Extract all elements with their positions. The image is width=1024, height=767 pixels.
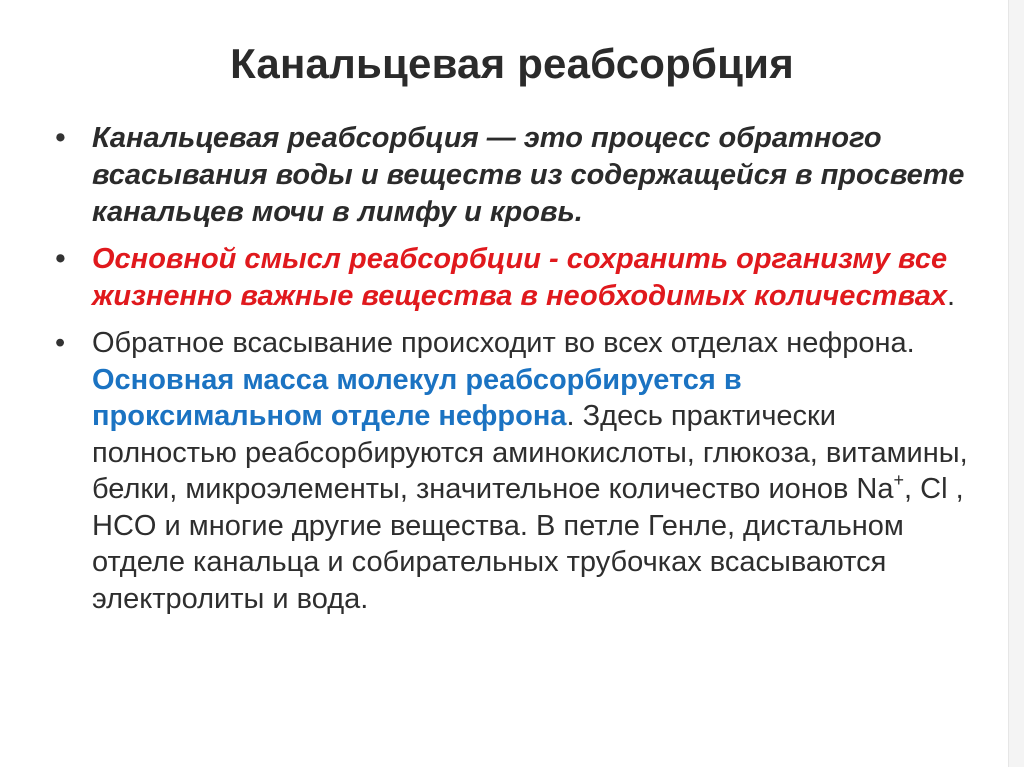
bullet-marker: • bbox=[55, 122, 66, 154]
definition-text: Канальцевая реабсорбция — это процесс обратного всасывания воды и веществ из содержащейся в просвете канальцев мочи в лимфу и кровь. bbox=[92, 122, 965, 228]
bullet-marker: • bbox=[55, 243, 66, 275]
bullet-reabsorption-details bbox=[55, 325, 975, 617]
bullet-list bbox=[55, 120, 975, 627]
main-meaning-text: Основной смысл реабсорбции - сохранить организму все жизненно важные вещества в необходимых количествах bbox=[92, 243, 948, 312]
slide-right-edge bbox=[1008, 0, 1024, 767]
main-meaning-period: . bbox=[946, 280, 956, 312]
bullet-marker: • bbox=[55, 327, 66, 359]
slide-title: Канальцевая реабсорбция bbox=[230, 40, 794, 87]
details-intro-text: Обратное всасывание происходит во всех отделах нефрона. bbox=[92, 327, 915, 359]
sodium-charge-superscript: + bbox=[893, 470, 905, 490]
details-ending-text: , Cl , HCO и многие другие вещества. В петле Генле, дистальном отделе канальца и собирательных трубочках всасываются электролиты и вода. bbox=[92, 473, 964, 615]
bullet-main-meaning bbox=[55, 241, 975, 315]
proximal-highlight-text: Основная масса молекул реабсорбируется в проксимальном отделе нефрона bbox=[92, 363, 742, 432]
bullet-definition bbox=[55, 120, 975, 231]
details-body-text: . Здесь практически полностью реабсорбируются аминокислоты, глюкоза, витамины, белки, микроэлементы, значительное количество ионов Na bbox=[92, 400, 968, 505]
